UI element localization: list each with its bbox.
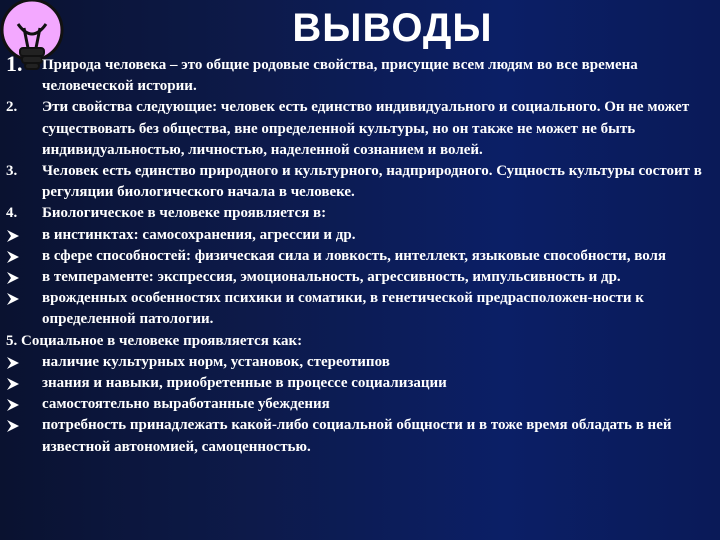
slide-title: ВЫВОДЫ xyxy=(292,6,493,50)
item-text: Человек есть единство природного и культурного, надприродного. Сущность культуры состоит в регуляции биологического начала в человеке. xyxy=(42,163,702,201)
item-number: 4. xyxy=(6,205,18,222)
item-text: знания и навыки, приобретенные в процессе социализации xyxy=(42,375,447,392)
arrow-bullet-icon xyxy=(6,377,20,391)
arrow-bullet-icon xyxy=(6,398,20,412)
list-item xyxy=(6,203,714,224)
arrow-bullet-icon xyxy=(6,356,20,370)
item-text: наличие культурных норм, установок, стереотипов xyxy=(42,353,390,370)
item-text: Биологическое в человеке проявляется в: xyxy=(42,205,327,222)
item-number: 3. xyxy=(6,163,18,180)
item-number: 2. xyxy=(6,99,18,116)
list-item xyxy=(6,331,714,352)
list-item xyxy=(6,415,714,457)
arrow-bullet-icon xyxy=(6,271,20,285)
arrow-bullet-icon xyxy=(6,292,20,306)
arrow-bullet-icon xyxy=(6,250,20,264)
list-item xyxy=(6,394,714,415)
list-item xyxy=(6,51,714,97)
list-item xyxy=(6,97,714,161)
list-item xyxy=(6,246,714,267)
list-item xyxy=(6,161,714,203)
item-text: Природа человека – это общие родовые свойства, присущие всем людям во все времена человеческой истории. xyxy=(42,57,638,95)
item-number: 1. xyxy=(6,51,23,76)
item-text: в сфере способностей: физическая сила и ловкость, интеллект, языковые способности, воля xyxy=(42,247,667,264)
item-text: в темпераменте: экспрессия, эмоциональность, агрессивность, импульсивность и др. xyxy=(42,269,621,286)
list-item xyxy=(6,267,714,288)
list-item xyxy=(6,288,714,330)
item-text: Эти свойства следующие: человек есть единство индивидуального и социального. Он не может существовать без общества, вне определенной культуры, но он также не может не быть индивидуальностью, личностью, наделенной сознанием и волей. xyxy=(42,99,690,158)
list-item xyxy=(6,373,714,394)
item-text: в инстинктах: самосохранения, агрессии и др. xyxy=(42,226,356,243)
item-text: самостоятельно выработанные убеждения xyxy=(42,396,330,413)
conclusions-list xyxy=(6,51,714,458)
list-item xyxy=(6,352,714,373)
list-item xyxy=(6,225,714,246)
arrow-bullet-icon xyxy=(6,419,20,433)
arrow-bullet-icon xyxy=(6,229,20,243)
item-text: потребность принадлежать какой-либо социальной общности и в тоже время обладать в ней известной автономией, самоценностью. xyxy=(42,417,672,455)
item-text: врожденных особенностях психики и соматики, в генетической предрасположен-ности к определенной патологии. xyxy=(42,290,644,328)
item-text: 5. Социальное в человеке проявляется как: xyxy=(6,332,303,349)
